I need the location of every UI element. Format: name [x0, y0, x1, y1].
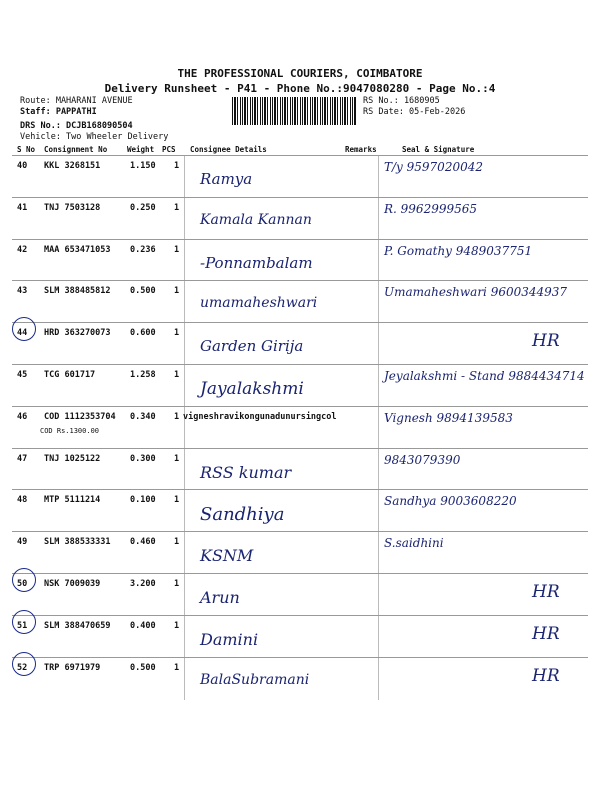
row-consignment: MTP 5111214	[44, 495, 101, 506]
row-consignment: TNJ 1025122	[44, 453, 101, 464]
drs-label: DRS No.: DCJB168090504	[20, 121, 133, 131]
row-weight: 0.600	[130, 328, 156, 339]
table-row	[12, 197, 588, 239]
vehicle-label: Vehicle: Two Wheeler Delivery	[20, 132, 169, 142]
row-weight: 0.460	[130, 537, 156, 548]
row-sno: 47	[17, 453, 28, 464]
runsheet-meta-left	[20, 96, 168, 143]
row-sno: 49	[17, 537, 28, 548]
rs-number: RS No.: 1680905	[363, 96, 440, 106]
row-weight: 0.400	[130, 620, 156, 631]
row-consignment: SLM 388533331	[44, 537, 111, 548]
row-pcs: 1	[174, 161, 180, 171]
col-remarks: Remarks	[345, 145, 377, 154]
row-sno: 48	[17, 495, 28, 506]
row-sno: 41	[17, 202, 28, 213]
runsheet-meta-right	[363, 96, 465, 118]
row-pcs: 1	[174, 453, 180, 464]
handwritten-signature: HR	[532, 665, 560, 686]
row-consignment: HRD 363270073	[44, 328, 111, 339]
handwritten-consignee-name: Kamala Kannan	[200, 211, 312, 228]
table-row	[12, 489, 588, 531]
row-weight: 3.200	[130, 579, 156, 589]
handwritten-consignee-name: Jayalakshmi	[200, 379, 304, 399]
table-row	[12, 280, 588, 322]
row-consignee-detail: vigneshravikongunadunursingcol	[183, 411, 337, 422]
handwritten-signature: HR	[532, 582, 560, 602]
row-weight: 0.340	[130, 411, 156, 422]
row-weight: 0.500	[130, 662, 156, 673]
row-sno: 46	[17, 411, 28, 422]
table-row	[12, 573, 588, 615]
row-pcs: 1	[174, 411, 180, 422]
handwritten-consignee-name: Damini	[200, 629, 259, 649]
table-row	[12, 615, 588, 657]
row-sno: 51	[17, 620, 28, 631]
row-pcs: 1	[174, 244, 180, 255]
row-pcs: 1	[174, 495, 180, 506]
row-consignment: SLM 388485812	[44, 286, 111, 297]
row-pcs: 1	[174, 579, 180, 589]
col-weight: Weight	[127, 145, 155, 154]
col-seal: Seal & Signature	[402, 145, 475, 154]
staff-label: Staff: PAPPATHI	[20, 107, 97, 117]
row-pcs: 1	[174, 620, 180, 631]
handwritten-consignee-name: Sandhiya	[200, 504, 285, 526]
table-row	[12, 531, 588, 573]
barcode	[232, 97, 357, 125]
handwritten-consignee-name: RSS kumar	[200, 462, 292, 482]
row-sno: 42	[17, 244, 28, 255]
handwritten-signature: P. Gomathy 9489037751	[384, 243, 533, 258]
handwritten-signature: R. 9962999565	[384, 201, 478, 216]
row-consignment: KKL 3268151	[44, 161, 101, 171]
handwritten-consignee-name: -Ponnambalam	[200, 253, 313, 272]
table-row	[12, 657, 588, 699]
handwritten-consignee-name: Ramya	[200, 170, 253, 188]
rs-date: RS Date: 05-Feb-2026	[363, 107, 466, 117]
row-consignment: TCG 601717	[44, 370, 96, 380]
row-weight: 1.258	[130, 370, 156, 380]
row-pcs: 1	[174, 537, 180, 548]
table-row	[12, 448, 588, 490]
company-title: THE PROFESSIONAL COURIERS, COIMBATORE	[177, 67, 423, 80]
table-row	[12, 322, 588, 364]
row-consignment: NSK 7009039	[44, 579, 101, 589]
row-sno: 45	[17, 370, 28, 380]
row-sno: 44	[17, 328, 28, 339]
handwritten-signature: HR	[532, 331, 560, 352]
col-consignee: Consignee Details	[190, 145, 267, 154]
handwritten-consignee-name: Arun	[200, 588, 240, 607]
col-consignment: Consignment No	[44, 145, 108, 154]
cod-amount: COD Rs.1300.00	[40, 426, 100, 435]
handwritten-signature: S.saidhini	[384, 536, 444, 551]
row-sno: 40	[17, 161, 28, 171]
col-sno: S No	[17, 145, 36, 154]
row-sno: 43	[17, 286, 28, 297]
handwritten-signature: Vignesh 9894139583	[384, 410, 513, 425]
row-weight: 0.500	[130, 286, 156, 297]
handwritten-signature: 9843079390	[384, 452, 461, 467]
row-pcs: 1	[174, 328, 180, 339]
table-row	[12, 364, 588, 406]
table-header	[0, 143, 600, 155]
row-pcs: 1	[174, 286, 180, 297]
handwritten-signature: Sandhya 9003608220	[384, 494, 517, 509]
table-row	[12, 239, 588, 281]
handwritten-consignee-name: Garden Girija	[200, 337, 304, 356]
row-pcs: 1	[174, 370, 180, 380]
row-weight: 1.150	[130, 161, 156, 171]
row-consignment: TRP 6971979	[44, 662, 101, 673]
row-weight: 0.250	[130, 202, 156, 213]
handwritten-consignee-name: BalaSubramani	[200, 671, 310, 688]
handwritten-signature: Jeyalakshmi - Stand 9884434714	[384, 369, 585, 383]
row-pcs: 1	[174, 202, 180, 213]
handwritten-signature: Umamaheshwari 9600344937	[384, 285, 568, 300]
handwritten-consignee-name: KSNM	[200, 546, 254, 566]
route-label: Route: MAHARANI AVENUE	[20, 96, 133, 106]
row-sno: 50	[17, 579, 28, 589]
row-weight: 0.300	[130, 453, 156, 464]
handwritten-signature: T/y 9597020042	[384, 160, 483, 174]
handwritten-signature: HR	[532, 623, 560, 644]
row-pcs: 1	[174, 662, 180, 673]
table-row	[12, 155, 588, 197]
row-sno: 52	[17, 662, 28, 673]
row-weight: 0.100	[130, 495, 156, 506]
handwritten-consignee-name: umamaheshwari	[200, 295, 318, 312]
row-consignment: COD 1112353704	[44, 411, 116, 422]
row-consignment: TNJ 7503128	[44, 202, 101, 213]
row-weight: 0.236	[130, 244, 156, 255]
col-pcs: PCS	[162, 145, 176, 154]
row-consignment: SLM 388470659	[44, 620, 111, 631]
table-row	[12, 406, 588, 448]
row-consignment: MAA 653471053	[44, 244, 111, 255]
runsheet-subtitle: Delivery Runsheet - P41 - Phone No.:9047080280 - Page No.:4	[104, 82, 496, 95]
